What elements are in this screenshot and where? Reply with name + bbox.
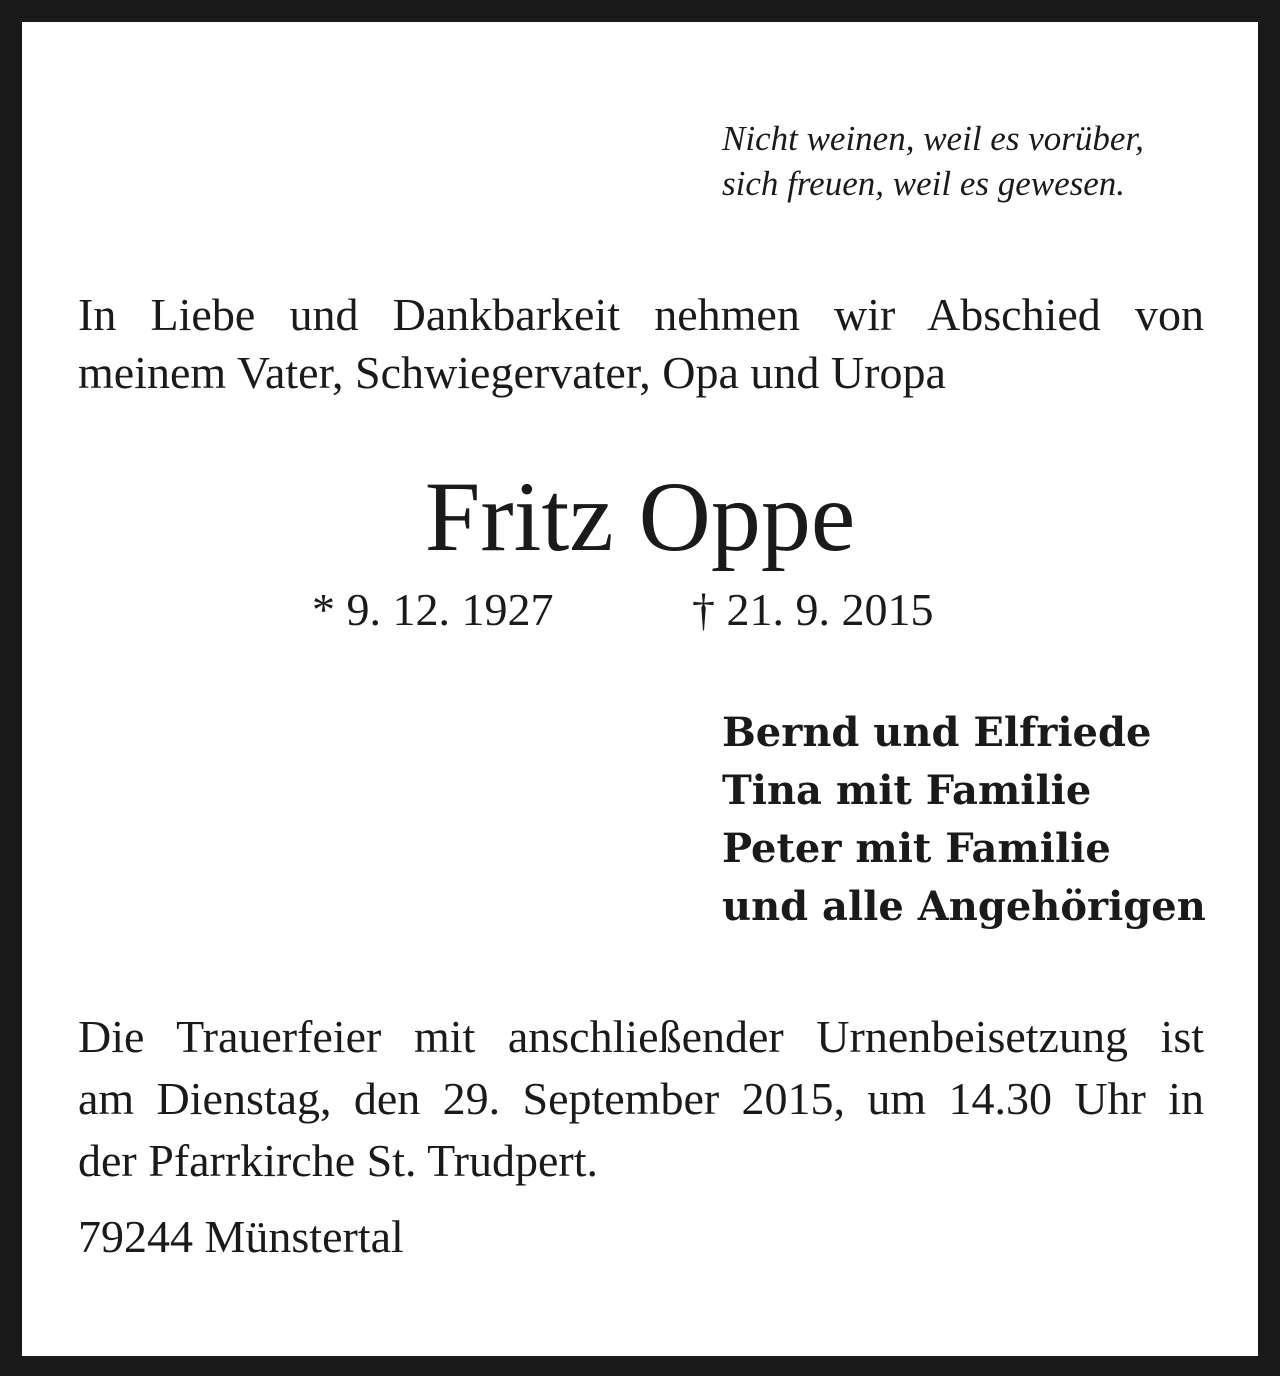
ceremony-info	[78, 1006, 1204, 1192]
birth-date: * 9. 12. 1927	[312, 584, 554, 635]
mourners-list	[722, 704, 1242, 936]
motto-line-1: Nicht weinen, weil es vorüber,	[722, 119, 1144, 158]
ceremony-line-1: Die Trauerfeier mit anschließender Urnenbeisetzung ist	[78, 1011, 1204, 1062]
ceremony-line-3: der Pfarrkirche St. Trudpert.	[78, 1135, 598, 1186]
obituary-notice	[22, 22, 1258, 1356]
ceremony-line-2: am Dienstag, den 29. September 2015, um 14.30 Uhr in	[78, 1073, 1204, 1124]
intro-line-1: In Liebe und Dankbarkeit nehmen wir Abschied von	[78, 289, 1204, 340]
motto-line-2: sich freuen, weil es gewesen.	[722, 164, 1126, 203]
mourner-line: Tina mit Familie	[722, 767, 1092, 814]
intro-line-2: meinem Vater, Schwiegervater, Opa und Uropa	[78, 347, 946, 398]
intro-text	[78, 286, 1204, 402]
death-date: † 21. 9. 2015	[692, 584, 934, 635]
mourner-line: Bernd und Elfriede	[722, 709, 1152, 756]
deceased-name: Fritz Oppe	[424, 461, 856, 572]
place-postcode: 79244 Münstertal	[78, 1211, 404, 1262]
mourner-line: Peter mit Familie	[722, 825, 1111, 872]
mourner-line: und alle Angehörigen	[722, 883, 1206, 930]
motto-quote	[722, 116, 1222, 206]
